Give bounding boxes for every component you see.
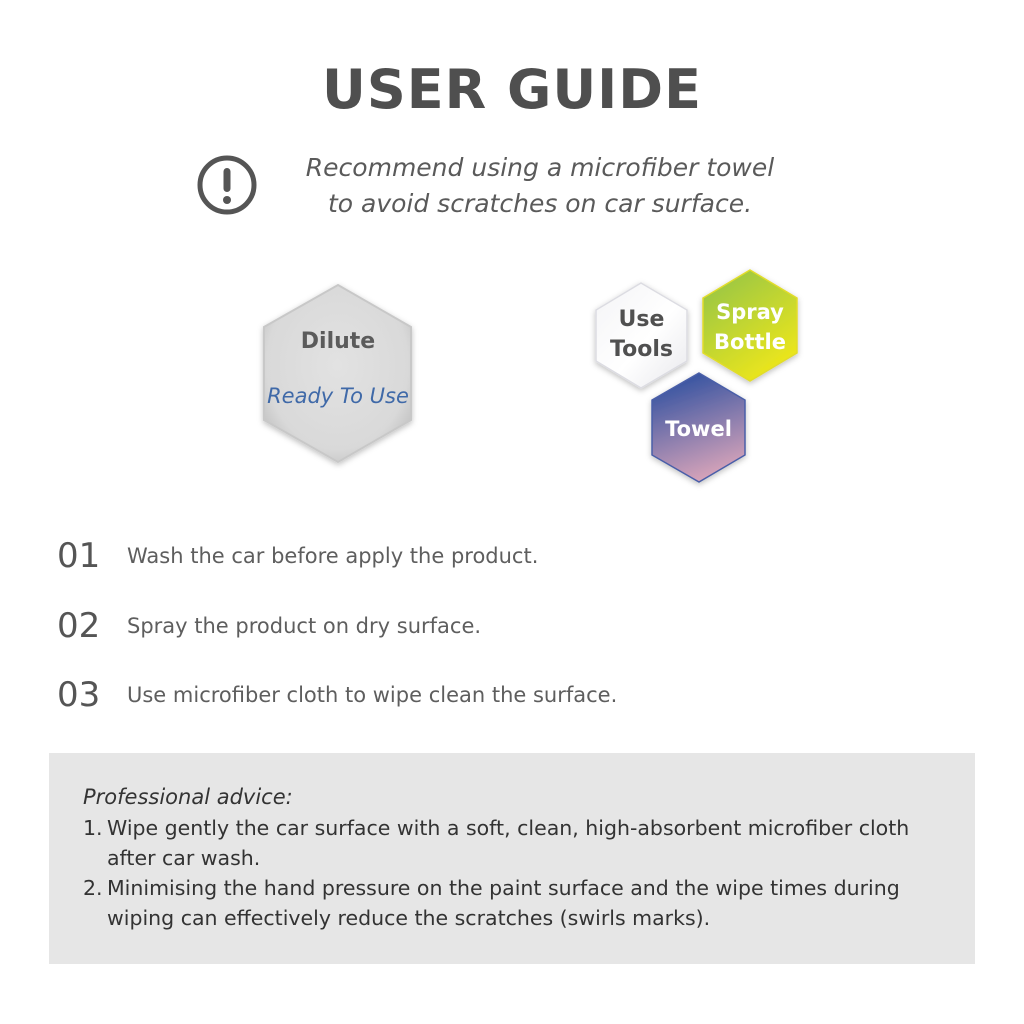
towel-label: Towel [665, 417, 732, 441]
spray-bottle-line-1: Spray [716, 300, 784, 324]
advice-item-line-1: Wipe gently the car surface with a soft, clean, high-absorbent microfiber cloth [107, 816, 910, 840]
step-text: Spray the product on dry surface. [127, 614, 482, 638]
advice-item-line-2: after car wash. [107, 846, 261, 870]
advice-item-number: 2. [83, 876, 103, 900]
spray-bottle-label [703, 297, 797, 357]
advice-item-line-2: wiping can effectively reduce the scratches (swirls marks). [107, 906, 711, 930]
step-text: Use microfiber cloth to wipe clean the surface. [127, 683, 618, 707]
advice-title: Professional advice: [83, 785, 293, 809]
advice-list [83, 813, 943, 933]
step-text: Wash the car before apply the product. [127, 544, 539, 568]
dilute-label: Dilute [300, 329, 376, 354]
dilute-hexagon [264, 285, 411, 462]
professional-advice-panel [49, 753, 975, 964]
step-number: 02 [57, 606, 101, 646]
use-tools-line-2: Tools [610, 337, 673, 362]
notice-line-2: to avoid scratches on car surface. [327, 189, 753, 218]
step-number: 03 [57, 675, 101, 715]
spray-bottle-line-2: Bottle [714, 330, 786, 354]
page-title: USER GUIDE [322, 58, 702, 121]
notice-line-1: Recommend using a microfiber towel [305, 153, 775, 182]
advice-item-number: 1. [83, 816, 103, 840]
advice-item [83, 873, 943, 933]
ready-to-use-label: Ready To Use [267, 384, 409, 408]
use-tools-line-1: Use [618, 307, 665, 332]
use-tools-label [596, 305, 687, 365]
advice-item [83, 813, 943, 873]
advice-item-line-1: Minimising the hand pressure on the paint surface and the wipe times during [107, 876, 900, 900]
step-number: 01 [57, 536, 101, 576]
